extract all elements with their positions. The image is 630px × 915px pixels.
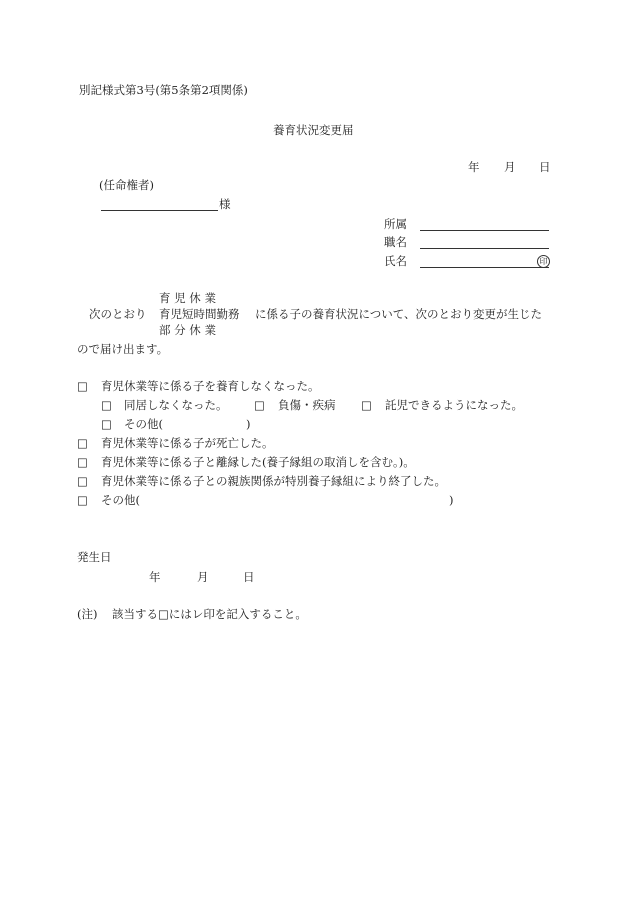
date-month: 月 <box>504 160 516 174</box>
body-suffix: に係る子の養育状況について、次のとおり変更が生じた <box>255 307 543 321</box>
page-title: 養育状況変更届 <box>273 123 354 137</box>
occurrence-day: 日 <box>243 570 255 584</box>
item-other-close: ) <box>449 493 454 507</box>
checkbox-item-2[interactable]: □ <box>77 436 88 450</box>
checkbox-sub-2[interactable]: □ <box>254 398 265 412</box>
recipient-honorific: 様 <box>219 197 231 211</box>
date-year: 年 <box>468 160 480 174</box>
item-4-text: 育児休業等に係る子との親族関係が特別養子縁組により終了した。 <box>101 474 446 488</box>
sub-2-text: 負傷・疾病 <box>278 398 336 412</box>
date-day: 日 <box>539 160 551 174</box>
item-1-text: 育児休業等に係る子を養育しなくなった。 <box>101 379 320 393</box>
sub-other-open: その他( <box>124 417 163 431</box>
checkbox-sub-1[interactable]: □ <box>101 398 112 412</box>
leave-type-partial: 部 分 休 業 <box>159 323 216 337</box>
checkbox-item-other[interactable]: □ <box>77 493 88 507</box>
affiliation-line[interactable] <box>420 230 549 231</box>
seal-mark: 印 <box>537 255 550 268</box>
body-prefix: 次のとおり <box>89 307 147 321</box>
name-label: 氏名 <box>384 254 407 268</box>
body-continuation: ので届け出ます。 <box>77 342 169 356</box>
checkbox-item-4[interactable]: □ <box>77 474 88 488</box>
name-line[interactable] <box>420 267 549 268</box>
occurrence-date-label: 発生日 <box>77 550 112 564</box>
checkbox-item-3[interactable]: □ <box>77 455 88 469</box>
form-number: 別記様式第3号(第5条第2項関係) <box>79 83 248 97</box>
item-2-text: 育児休業等に係る子が死亡した。 <box>101 436 274 450</box>
occurrence-year: 年 <box>149 570 161 584</box>
recipient-name-line[interactable] <box>101 210 218 211</box>
sub-1-text: 同居しなくなった。 <box>124 398 228 412</box>
leave-type-short-hours: 育児短時間勤務 <box>159 307 240 321</box>
position-label: 職名 <box>384 235 407 249</box>
checkbox-item-1[interactable]: □ <box>77 379 88 393</box>
occurrence-month: 月 <box>197 570 209 584</box>
sub-other-close: ) <box>246 417 251 431</box>
appointing-authority-label: (任命権者) <box>99 178 154 192</box>
note-text: 該当する□にはレ印を記入すること。 <box>112 607 307 621</box>
checkbox-sub-other[interactable]: □ <box>101 417 112 431</box>
checkbox-sub-3[interactable]: □ <box>361 398 372 412</box>
note-label: (注) <box>77 607 98 621</box>
item-other-open: その他( <box>101 493 140 507</box>
leave-type-childcare: 育 児 休 業 <box>159 291 216 305</box>
sub-3-text: 託児できるようになった。 <box>385 398 523 412</box>
position-line[interactable] <box>420 248 549 249</box>
affiliation-label: 所属 <box>384 217 407 231</box>
item-3-text: 育児休業等に係る子と離縁した(養子縁組の取消しを含む。)。 <box>101 455 415 469</box>
